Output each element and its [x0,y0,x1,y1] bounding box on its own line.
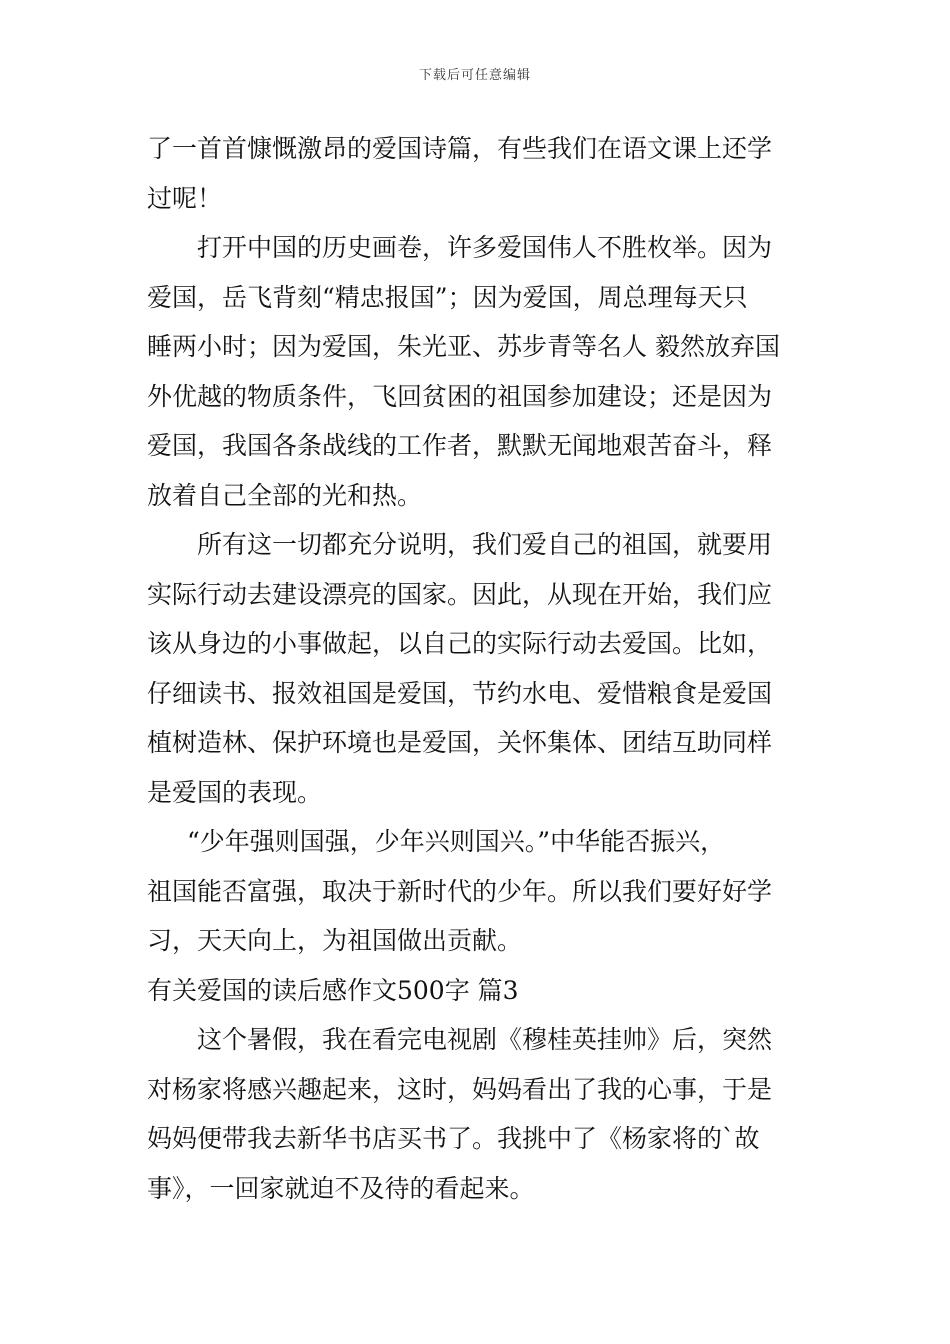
text-line: 实际行动去建设漂亮的国家。因此，从现在开始，我们应 [147,579,773,609]
section-heading: 有关爱国的读后感作文500字 篇3 [147,975,519,1005]
text-line: 放着自己全部的光和热。 [147,480,423,510]
text-line: 该从身边的小事做起，以自己的实际行动去爱国。比如， [147,629,773,658]
text-line: 祖国能否富强，取决于新时代的少年。所以我们要好好学 [147,876,773,906]
paragraph-start: 这个暑假，我在看完电视剧《穆桂英挂帅》后，突然 [197,1025,773,1054]
text-line: 爱国，我国各条战线的工作者，默默无闻地艰苦奋斗，释 [147,431,773,460]
paragraph-start: “少年强则国强，少年兴则国兴。”中华能否振兴， [187,827,726,856]
text-line: 事》，一回家就迫不及待的看起来。 [147,1173,535,1203]
text-line: 习，天天向上，为祖国做出贡献。 [147,926,523,955]
text-line: 爱国，岳飞背刻“精忠报国”；因为爱国，周总理每天只 [147,282,748,312]
text-line: 过呢！ [147,183,223,213]
text-line: 了一首首慷慨激昂的爱国诗篇，有些我们在语文课上还学 [147,134,773,163]
paragraph-start: 打开中国的历史画卷，许多爱国伟人不胜枚举。因为 [197,233,773,262]
text-line: 妈妈便带我去新华书店买书了。我挑中了《杨家将的`故 [147,1124,760,1153]
text-line: 外优越的物质条件，飞回贫困的祖国参加建设；还是因为 [147,381,773,411]
text-line: 植树造林、保护环境也是爱国，关怀集体、团结互助同样 [147,728,773,757]
paragraph-start: 所有这一切都充分说明，我们爱自己的祖国，就要用 [197,530,773,559]
text-line: 是爱国的表现。 [147,777,323,807]
text-line: 仔细读书、报效祖国是爱国，节约水电、爱惜粮食是爱国 [147,678,773,708]
text-line: 对杨家将感兴趣起来，这时，妈妈看出了我的心事，于是 [147,1074,773,1104]
text-line: 睡两小时；因为爱国，朱光亚、苏步青等名人 毅然放弃国 [147,332,780,361]
document-body [147,124,807,1213]
page-header: 下载后可任意编辑 [418,68,531,83]
